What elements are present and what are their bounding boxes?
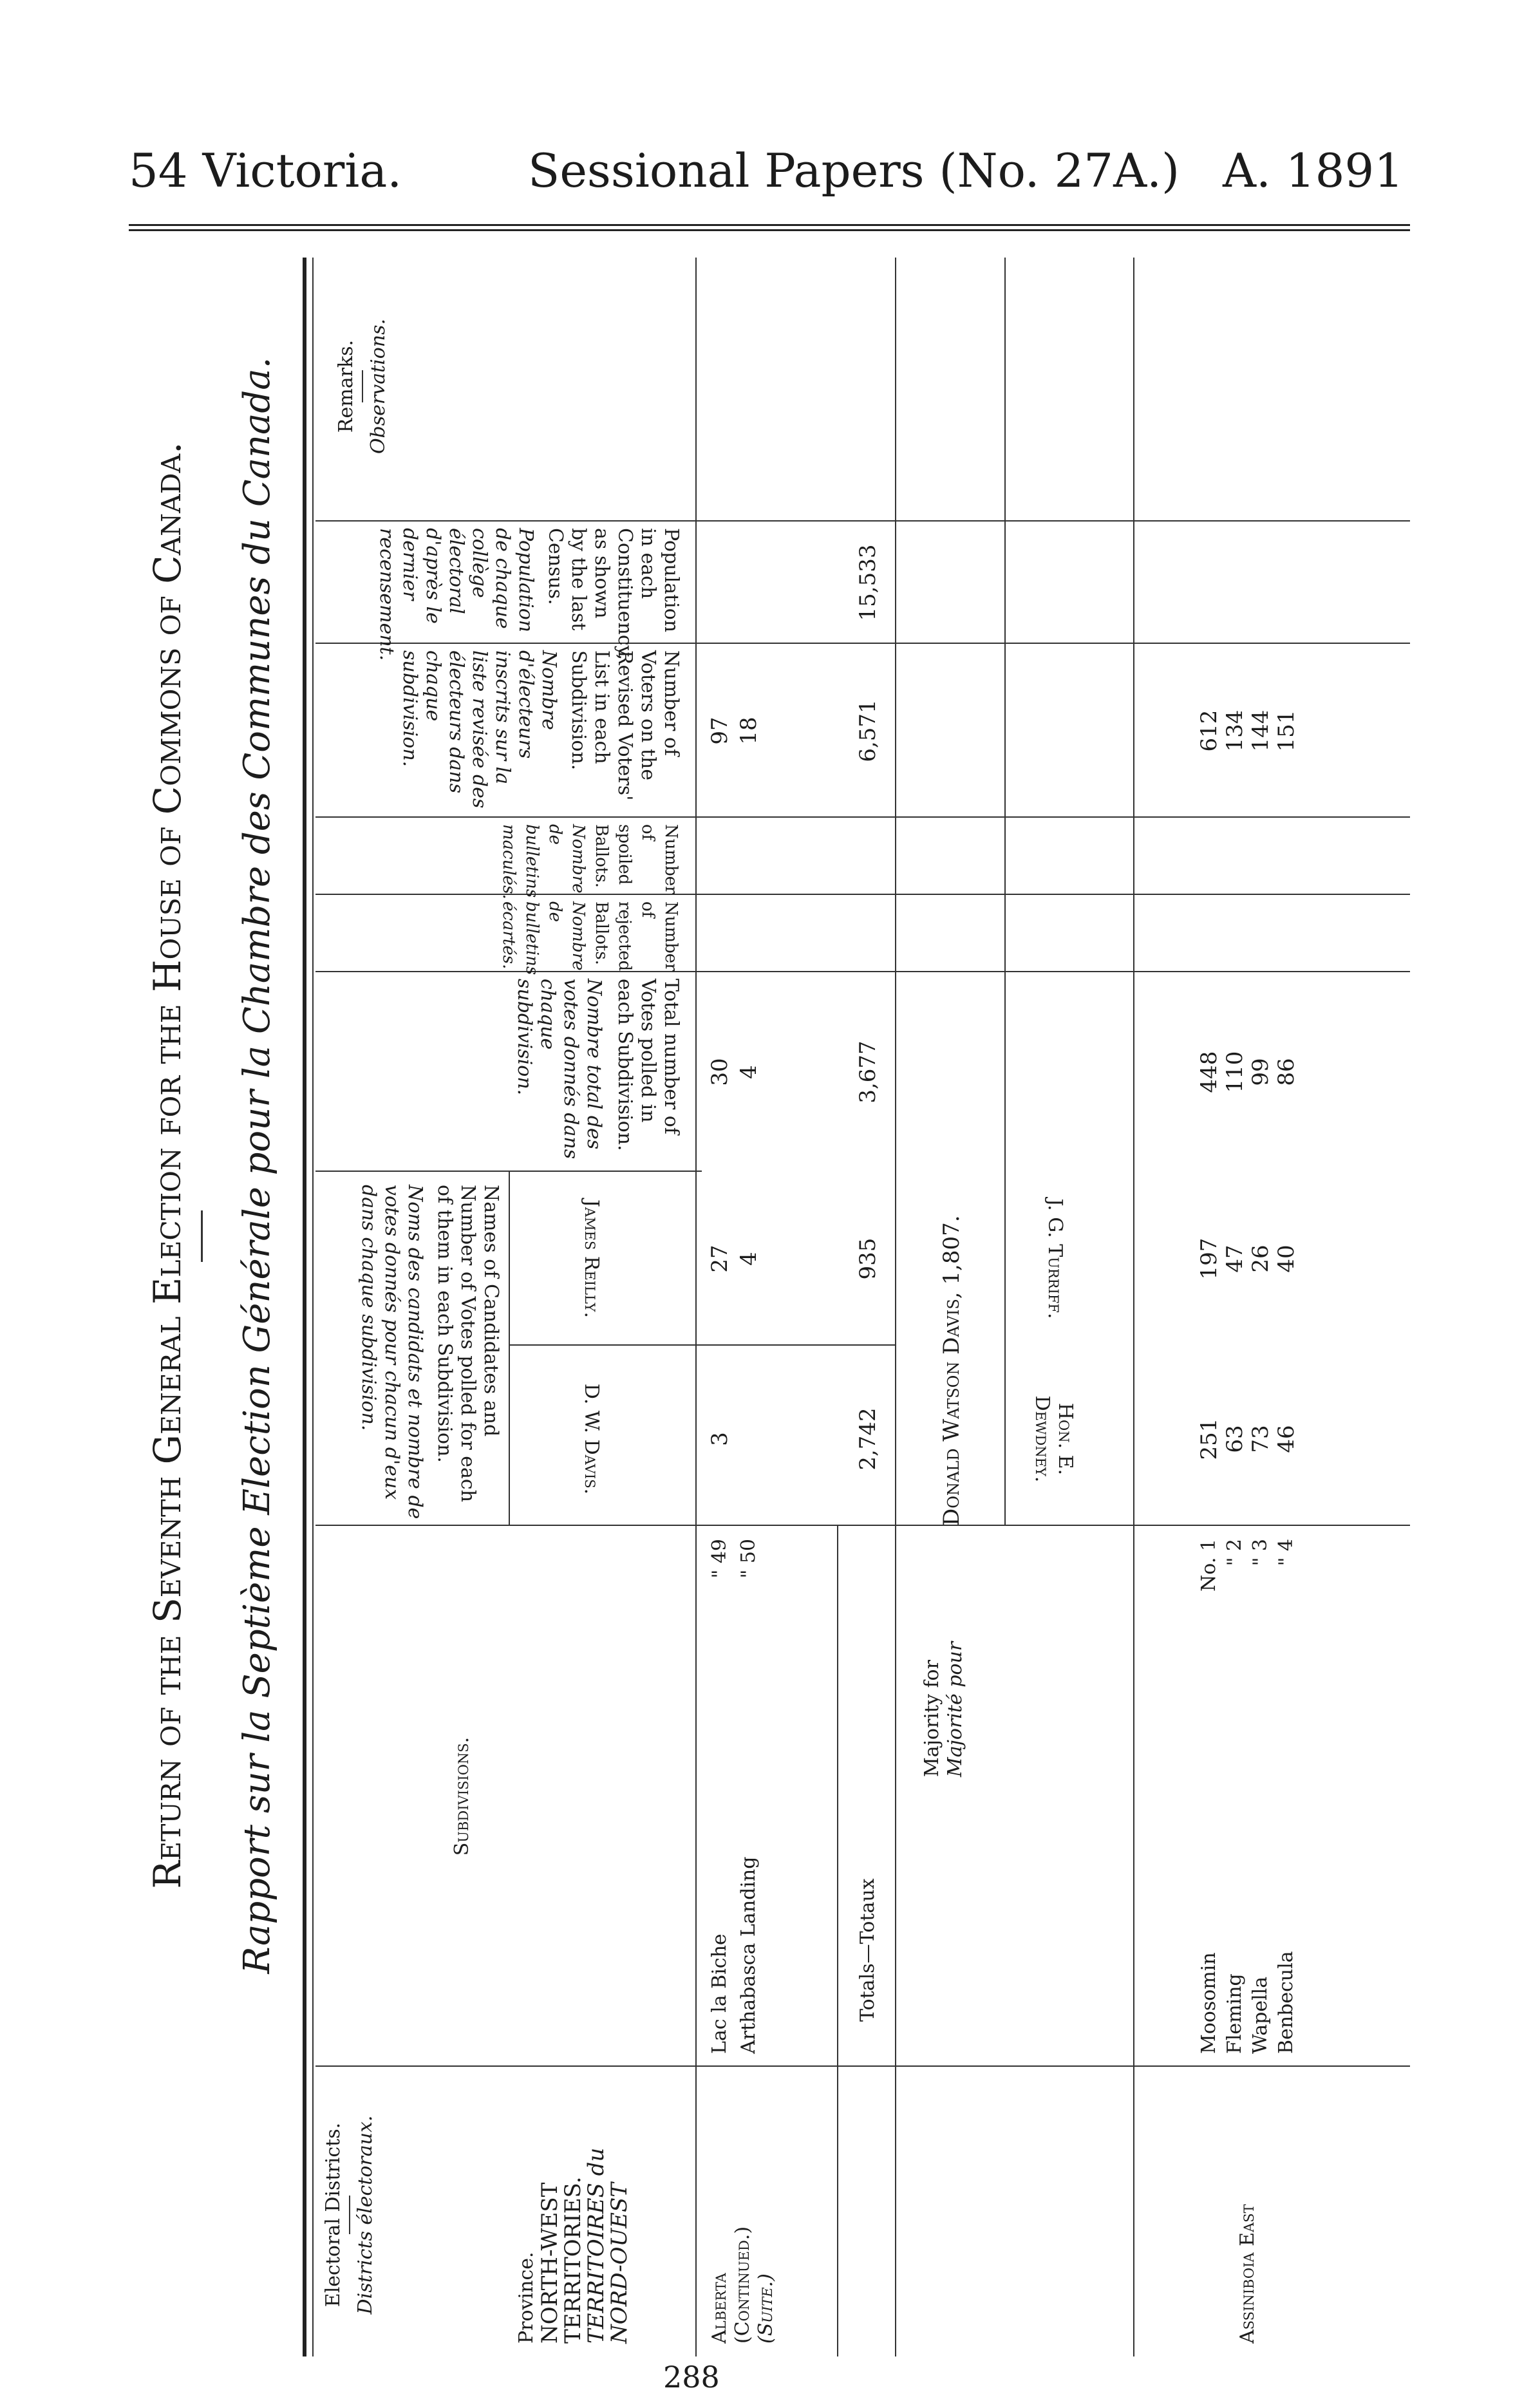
alberta-total-voters: 6,571 [855,699,881,762]
alberta-row-1-voters: 97 [707,717,733,745]
heading-rejected [322,901,682,975]
heading-candidates [322,1185,502,1519]
alberta-suite: (Suite.) [755,2273,777,2344]
alberta-row-1-a: 3 [707,1432,733,1446]
heading-voters-fr: Nombre d'électeurs inscrits sur la liste revisée des électeurs dans chaque subdivision. [399,650,560,809]
page-header [129,135,1404,206]
assiniboia-row-2-total: 110 [1222,1051,1248,1093]
alberta-continued: (Continued.) [731,2226,754,2344]
heading-total-votes-fr: Nombre total des votes donnés dans chaque subdivision. [513,979,605,1160]
header-rule-top [129,224,1410,226]
alberta-district [708,2073,778,2344]
assiniboia-row-1-total: 448 [1196,1051,1222,1093]
header-rule-bottom [129,229,1410,231]
alberta-district-name: Alberta [708,2273,731,2344]
header-session: 54 Victoria. [129,144,402,198]
majorite-pour: Majorité pour [944,1641,966,1777]
title-french: Rapport sur la Septième Election Générale pour la Chambre des Communes du Canada. [236,357,278,1974]
heading-spoiled [322,824,682,899]
heading-voters [322,650,682,811]
assiniboia-row-2-name: Fleming [1223,1973,1246,2054]
heading-remarks [335,264,682,509]
alberta-row-2-name: Arthabasca Landing [737,1856,760,2054]
province-english: NORTH-WEST TERRITORIES. [537,2176,586,2344]
assiniboia-row-3-no: " 3 [1249,1539,1272,1566]
header-year: A. 1891 [1222,144,1404,198]
assiniboia-district: Assiniboia East [1236,2204,1259,2344]
heading-subdivisions: Subdivisions. [451,1736,473,1856]
page-number: 288 [663,2360,720,2394]
assiniboia-row-3-name: Wapella [1249,1976,1272,2054]
heading-candidates-fr: Noms des candidats et nombre de votes donnés pour chacun d'eux dans chaque subdivision. [357,1185,426,1519]
candidates-heading-rule [509,1172,510,1526]
candidate-split [509,1344,895,1346]
heading-remarks-en: Remarks. [335,339,357,433]
assiniboia-row-3-b: 26 [1248,1245,1274,1273]
alberta-total-votes: 3,677 [855,1040,881,1104]
province-french: TERRITOIRES du NORD-OUEST [583,2147,632,2344]
col-divider-1 [315,2065,1410,2067]
col-divider-2 [315,1525,1410,1526]
alberta-totals-rule [895,258,896,2356]
heading-rejected-fr: Nombre de bulletins écartés. [499,901,588,975]
assiniboia-candidate-b: J. G. Turriff. [1044,1198,1066,1319]
assiniboia-row-1-no: No. 1 [1198,1539,1220,1592]
assiniboia-row-3-total: 99 [1248,1058,1274,1086]
heading-candidates-en: Names of Candidates and Number of Votes polled for each of them in each Subdivision. [433,1185,502,1503]
assiniboia-row-1-name: Moosomin [1198,1952,1220,2054]
heading-dash [349,2196,350,2234]
heading-total-votes-en: Total number of Votes polled in each Subdivision. [614,979,682,1151]
heading-total-votes [322,979,682,1165]
assiniboia-row-4-total: 86 [1274,1058,1299,1086]
heading-population-fr: Population de chaque collège électoral d'après le dernier recensement. [375,528,537,661]
province-heading [515,2073,689,2344]
heading-electoral-districts-fr: Districts électoraux. [354,2115,377,2315]
alberta-totals-label: Totals—Totaux [856,1878,879,2022]
remarks-dash [362,370,363,402]
heading-voters-en: Number of Voters on the Revised Voters' List in each Subdivision. [567,650,682,801]
assiniboia-row-2-b: 47 [1222,1245,1248,1273]
title-separator [201,1210,203,1262]
assiniboia-row-2-no: " 2 [1223,1539,1246,1566]
alberta-row-2-no: " 50 [737,1539,760,1579]
assiniboia-row-2-a: 63 [1222,1425,1248,1453]
alberta-row-2-total: 4 [736,1065,762,1079]
heading-spoiled-en: Number of spoiled Ballots. [592,824,681,894]
table-top-rule [303,258,306,2356]
alberta-row-2-b: 4 [736,1252,762,1266]
rotated-table-region [129,232,1410,2408]
assiniboia-row-4-name: Benbecula [1275,1951,1297,2054]
assiniboia-row-3-a: 73 [1248,1425,1274,1453]
assiniboia-row-4-a: 46 [1274,1425,1299,1453]
assiniboia-candidate-a: Hon. E. Dewdney. [1031,1395,1077,1483]
heading-electoral-districts-en: Electoral Districts. [322,2122,344,2308]
alberta-row-1-total: 30 [707,1058,733,1086]
alberta-total-b: 935 [855,1237,881,1280]
election-return-table [129,232,1410,2356]
alberta-rows-rule [837,1526,838,2356]
alberta-population: 15,533 [855,544,881,621]
alberta-candidate-b: James Reilly. [580,1199,603,1319]
assiniboia-row-1-b: 197 [1196,1237,1222,1280]
alberta-candidate-a: D. W. Davis. [580,1383,603,1495]
col-divider-7 [315,643,1410,644]
assiniboia-row-2-voters: 134 [1222,710,1248,752]
header-row-rule [695,258,697,2356]
assiniboia-row-3-voters: 144 [1248,710,1274,752]
heading-population-en: Population in each Constituency, as shown by the last Census. [544,528,682,661]
col-divider-4 [315,971,1410,972]
assiniboia-row-1-a: 251 [1196,1418,1222,1460]
assiniboia-row-4-no: " 4 [1275,1539,1297,1566]
majority-rule [1004,258,1006,1526]
majority-for: Majority for [921,1660,943,1777]
assiniboia-row-4-b: 40 [1274,1245,1299,1273]
heading-population [322,528,682,661]
alberta-row-2-voters: 18 [736,717,762,745]
table-top-thin-rule [312,258,314,2356]
alberta-total-a: 2,742 [855,1407,881,1471]
title-english: Return of the Seventh General Election for the House of Commons of Canada. [146,442,189,1889]
majority-result: Donald Watson Davis, 1,807. [939,1215,964,1526]
heading-remarks-fr: Observations. [367,318,390,455]
header-sessional-papers: Sessional Papers (No. 27A.) [528,144,1180,198]
alberta-row-1-no: " 49 [708,1539,731,1579]
col-divider-6 [315,816,1410,818]
assiniboia-header-rule [1133,258,1134,2356]
assiniboia-row-4-voters: 151 [1274,710,1299,752]
assiniboia-row-1-voters: 612 [1196,710,1222,752]
majority-label [921,1545,967,1777]
col-divider-5 [315,894,1410,895]
col-divider-8 [315,520,1410,522]
alberta-row-1-name: Lac la Biche [708,1933,731,2054]
heading-rejected-en: Number of rejected Ballots. [592,901,681,972]
province-label: Province. [515,2252,538,2344]
heading-spoiled-fr: Nombre de bulletins maculés. [499,824,588,899]
alberta-row-1-b: 27 [707,1245,733,1273]
